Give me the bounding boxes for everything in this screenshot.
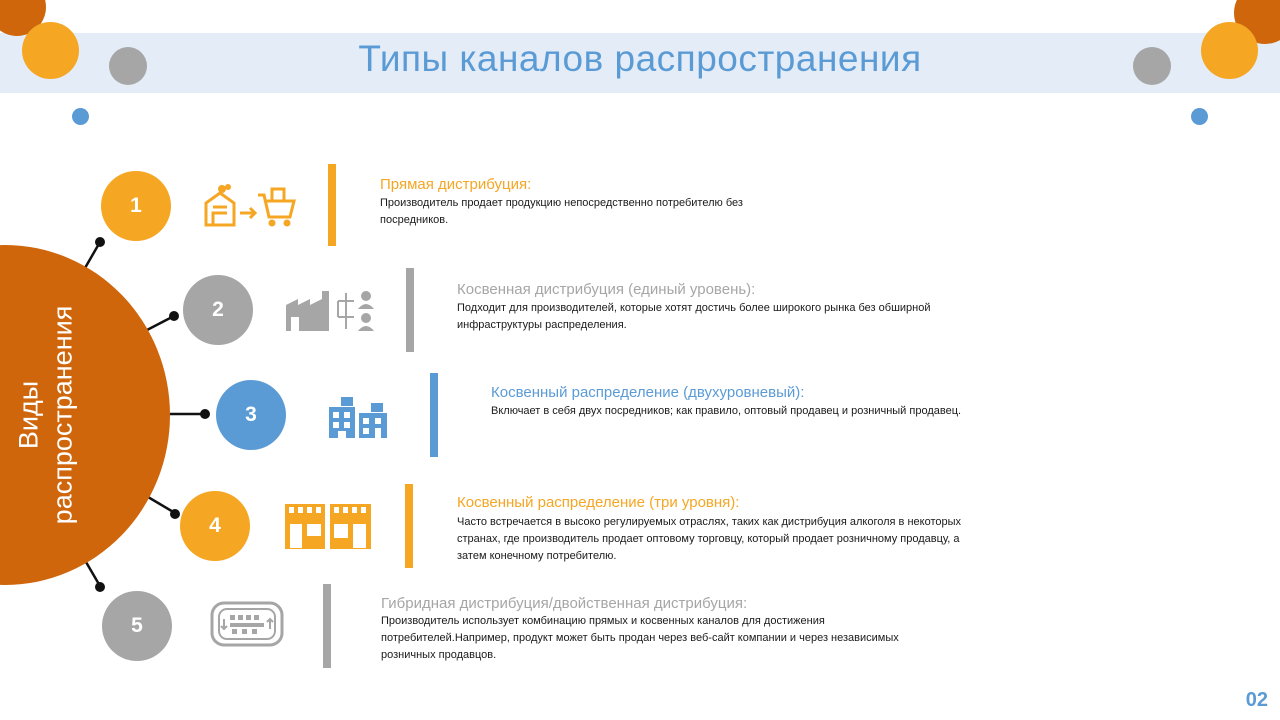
item-bar-4 <box>405 484 413 568</box>
item-desc-4: Часто встречается в высоко регулируемых отраслях, таких как дистрибуция алкоголя в некоторых странах, где производитель продает оптовому торговцу, который продает розничному продавцу, а затем конечному потребителю. <box>457 516 962 562</box>
item-bar-2 <box>406 268 414 352</box>
slide-title: Типы каналов распространения <box>358 38 922 79</box>
connector-line-4 <box>148 497 175 513</box>
item-bar-1 <box>328 164 336 246</box>
connector-dot-4 <box>170 509 180 519</box>
connector-dot-2 <box>169 311 179 321</box>
item-number-2: 2 <box>183 275 253 345</box>
page-number: 02 <box>1245 689 1268 711</box>
central-label <box>0 245 90 585</box>
item-title-4: Косвенный распределение (три уровня): <box>457 494 740 511</box>
item-number-1: 1 <box>101 171 171 241</box>
item-number-4: 4 <box>180 491 250 561</box>
shops-icon <box>283 502 373 550</box>
item-number-3: 3 <box>216 380 286 450</box>
item-title-3: Косвенный распределение (двухуровневый): <box>491 384 805 401</box>
factory-to-people-icon <box>284 287 374 333</box>
item-bar-3 <box>430 373 438 457</box>
item-title-2: Косвенная дистрибуция (единый уровень): <box>457 281 756 298</box>
central-label-line-1: Виды <box>13 380 43 450</box>
connector-dot-5 <box>95 582 105 592</box>
item-desc-3: Включает в себя двух посредников; как правило, оптовый продавец и розничный продавец. <box>491 405 962 417</box>
central-label-line-2: распространения <box>47 305 77 525</box>
item-desc-2: Подходит для производителей, которые хотят достичь более широкого рынка без обширной инфраструктуры распределения. <box>457 302 931 331</box>
factory-to-cart-icon <box>202 183 298 229</box>
item-title-1: Прямая дистрибуция: <box>380 176 532 193</box>
item-desc-1: Производитель продает продукцию непосредственно потребителю без посредников. <box>380 197 743 226</box>
item-bar-5 <box>323 584 331 668</box>
buildings-icon <box>327 395 389 439</box>
item-desc-5: Производитель использует комбинацию прямых и косвенных каналов для достижения потребителей.Например, продукт может быть продан через веб-сайт компании и через независимых розничных продавцов. <box>381 615 899 661</box>
connector-dot-3 <box>200 409 210 419</box>
hybrid-channels-icon <box>210 601 284 647</box>
item-number-5: 5 <box>102 591 172 661</box>
item-title-5: Гибридная дистрибуция/двойственная дистрибуция: <box>381 595 748 612</box>
connector-dot-1 <box>95 237 105 247</box>
